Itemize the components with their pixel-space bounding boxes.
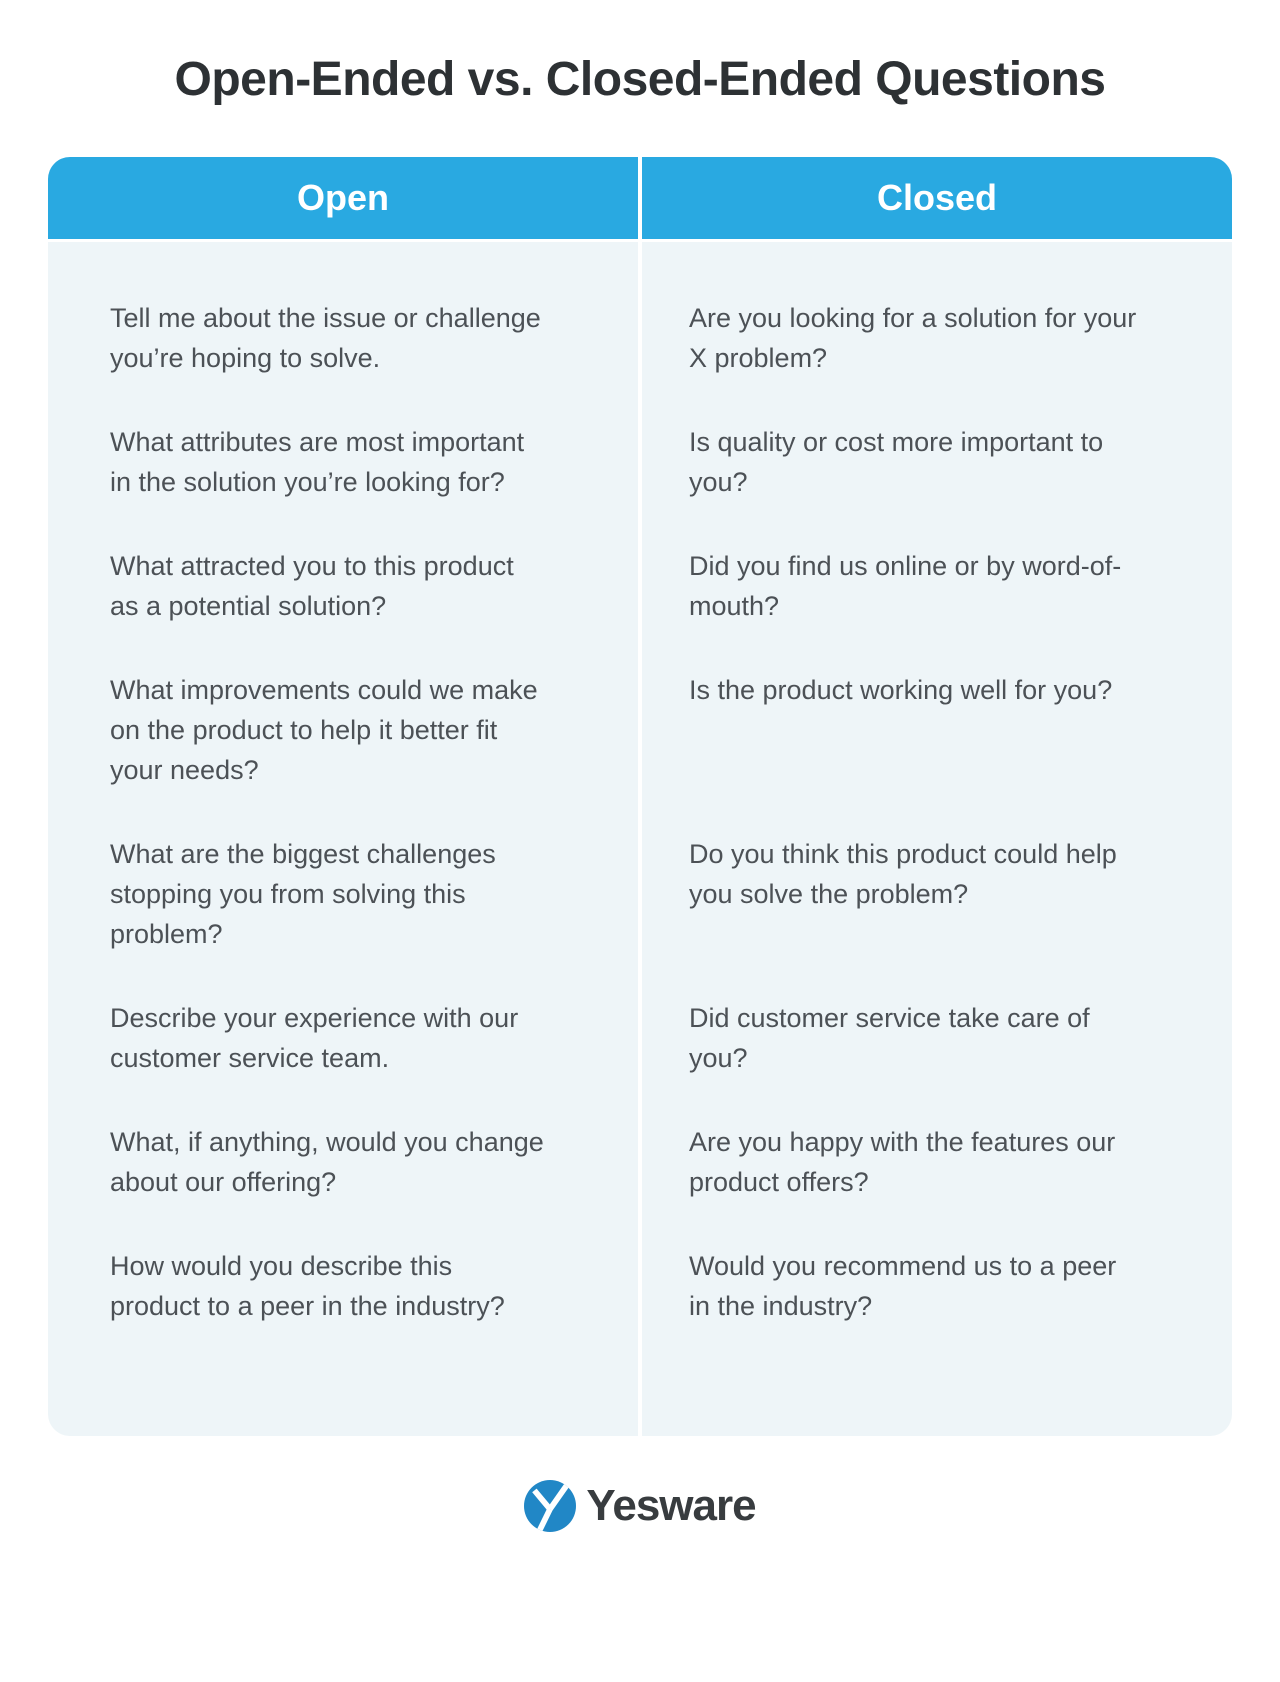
yesware-logo-icon [524,1480,576,1532]
table-cell-closed-7: Are you happy with the features our product offers? [642,1122,1232,1246]
table-cell-open-2: What attributes are most important in the solution you’re looking for? [48,422,638,546]
table-cell-open-6: Describe your experience with our customer service team. [48,998,638,1122]
table-cell-closed-4: Is the product working well for you? [642,670,1232,834]
table-cell-open-5: What are the biggest challenges stopping you from solving this problem? [48,834,638,998]
table-header-row [48,157,1232,239]
table-cell-open-8: How would you describe this product to a peer in the industry? [48,1246,638,1436]
yesware-wordmark: Yesware [586,1481,756,1530]
table-cell-closed-1: Are you looking for a solution for your X problem? [642,242,1232,422]
table-cell-closed-2: Is quality or cost more important to you? [642,422,1232,546]
table-cell-closed-8: Would you recommend us to a peer in the industry? [642,1246,1232,1436]
table-cell-closed-5: Do you think this product could help you solve the problem? [642,834,1232,998]
table-cell-closed-3: Did you find us online or by word-of-mouth? [642,546,1232,670]
table-body [48,242,1232,1436]
column-header-closed: Closed [642,157,1232,239]
table-cell-closed-6: Did customer service take care of you? [642,998,1232,1122]
table-cell-open-1: Tell me about the issue or challenge you’re hoping to solve. [48,242,638,422]
footer-brand [0,1480,1280,1532]
comparison-table [48,157,1232,1436]
column-header-open: Open [48,157,638,239]
table-cell-open-7: What, if anything, would you change about our offering? [48,1122,638,1246]
table-cell-open-3: What attracted you to this product as a potential solution? [48,546,638,670]
table-cell-open-4: What improvements could we make on the product to help it better fit your needs? [48,670,638,834]
page-title: Open-Ended vs. Closed-Ended Questions [174,53,1106,106]
